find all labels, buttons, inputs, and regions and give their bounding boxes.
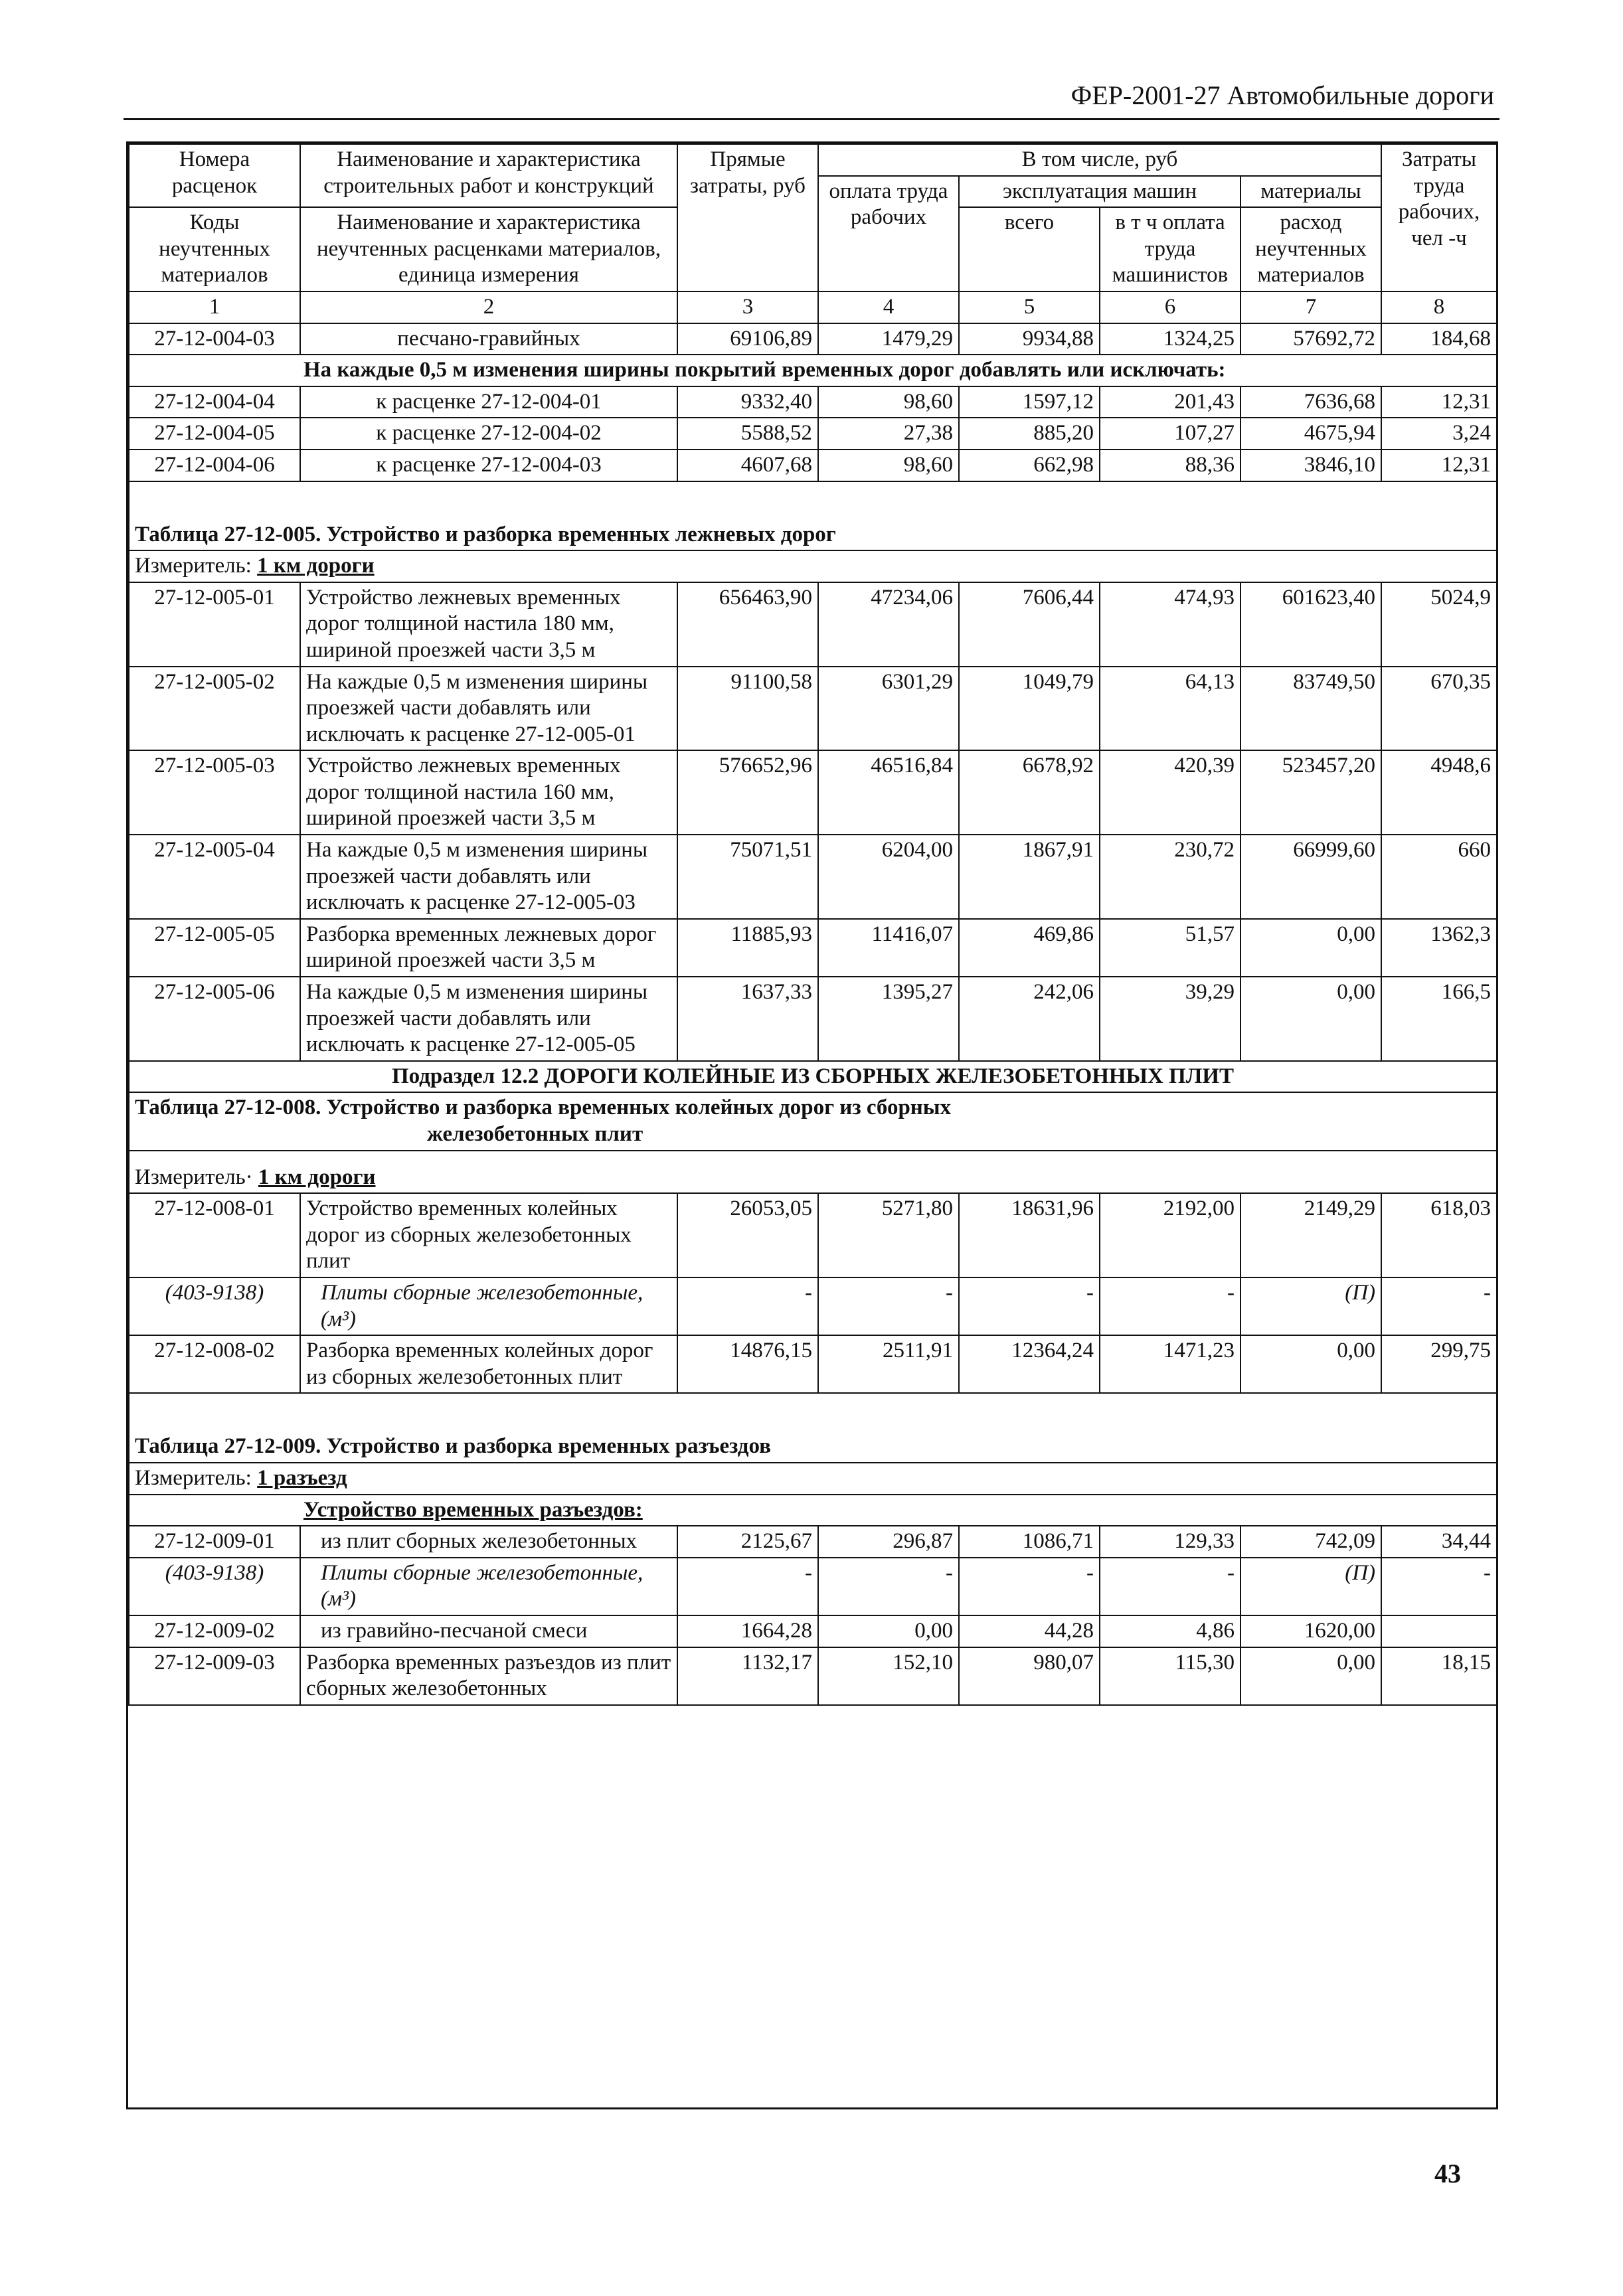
meter: [129, 550, 1497, 582]
col-header-codes-bottom: Коды неучтенных материалов: [129, 207, 300, 291]
material-row: [129, 1558, 1497, 1615]
labor-hours: 1362,3: [1381, 919, 1497, 977]
materials: 83749,50: [1240, 667, 1381, 751]
rate-code: 27-12-009-03: [129, 1647, 300, 1705]
direct-costs: 4607,68: [677, 450, 818, 481]
meter-label: Измеритель:: [135, 1465, 252, 1490]
materials: 0,00: [1240, 1647, 1381, 1705]
direct-costs: 9332,40: [677, 386, 818, 418]
table-title-line: Таблица 27-12-008. Устройство и разборка временных колейных дорог из сборных: [135, 1096, 952, 1120]
machines-total: 18631,96: [959, 1193, 1100, 1277]
column-index: 6: [1100, 291, 1240, 323]
table-title-line: железобетонных плит: [427, 1122, 643, 1146]
wages: 5271,80: [818, 1193, 959, 1277]
direct-costs: 576652,96: [677, 750, 818, 835]
rate-name: Разборка временных лежневых дорог шириной проезжей части 3,5 м: [300, 919, 677, 977]
materials: 1620,00: [1240, 1615, 1381, 1647]
table-title-row: [129, 1393, 1497, 1463]
direct-costs: 5588,52: [677, 418, 818, 450]
machines-total: 12364,24: [959, 1335, 1100, 1393]
operator-wages: 2192,00: [1100, 1193, 1240, 1277]
labor-hours: 34,44: [1381, 1526, 1497, 1558]
rate-code: 27-12-009-02: [129, 1615, 300, 1647]
wages: 0,00: [818, 1615, 959, 1647]
operator-wages: 51,57: [1100, 919, 1240, 977]
adjustment-note: На каждые 0,5 м изменения ширины покрытий временных дорог добавлять или исключать:: [129, 355, 1497, 386]
materials: (П): [1240, 1277, 1381, 1335]
machines-total: 6678,92: [959, 750, 1100, 835]
operator-wages: 1471,23: [1100, 1335, 1240, 1393]
machines-total: 469,86: [959, 919, 1100, 977]
table-row: [129, 1335, 1497, 1393]
wages: -: [818, 1558, 959, 1615]
direct-costs: 75071,51: [677, 835, 818, 919]
operator-wages: 420,39: [1100, 750, 1240, 835]
meter-row: [129, 550, 1497, 582]
page-number: 43: [1434, 2159, 1461, 2188]
labor-hours: 184,68: [1381, 323, 1497, 355]
labor-hours: 166,5: [1381, 977, 1497, 1061]
group-row: [129, 1495, 1497, 1526]
materials: 2149,29: [1240, 1193, 1381, 1277]
group-label: Устройство временных разъездов:: [129, 1495, 1497, 1526]
table-row: [129, 1647, 1497, 1705]
wages: 1479,29: [818, 323, 959, 355]
material-name: Плиты сборные железобетонные, (м³): [300, 1558, 677, 1615]
operator-wages: -: [1100, 1558, 1240, 1615]
document-header: ФЕР-2001-27 Автомобильные дороги: [1070, 80, 1494, 110]
rate-name: На каждые 0,5 м изменения ширины проезжей части добавлять или исключать к расценке 27-12-005-05: [300, 977, 677, 1061]
operator-wages: -: [1100, 1277, 1240, 1335]
wages: 27,38: [818, 418, 959, 450]
rate-code: 27-12-005-03: [129, 750, 300, 835]
operator-wages: 39,29: [1100, 977, 1240, 1061]
table-row: [129, 323, 1497, 355]
materials: 742,09: [1240, 1526, 1381, 1558]
column-index-row: [129, 291, 1497, 323]
col-header-name-top: Наименование и характеристика строительных работ и конструкций: [300, 144, 677, 207]
operator-wages: 64,13: [1100, 667, 1240, 751]
column-index: 5: [959, 291, 1100, 323]
meter-label: Измеритель·: [135, 1165, 253, 1189]
rate-code: 27-12-005-05: [129, 919, 300, 977]
materials: 0,00: [1240, 919, 1381, 977]
meter: [129, 1151, 1497, 1194]
labor-hours: 5024,9: [1381, 582, 1497, 667]
rate-code: 27-12-004-06: [129, 450, 300, 481]
machines-total: 885,20: [959, 418, 1100, 450]
meter-row: [129, 1463, 1497, 1495]
labor-hours: 12,31: [1381, 450, 1497, 481]
rate-code: 27-12-004-05: [129, 418, 300, 450]
rate-code: 27-12-008-01: [129, 1193, 300, 1277]
table-row: [129, 750, 1497, 835]
rate-name: Разборка временных разъездов из плит сборных железобетонных: [300, 1647, 677, 1705]
table-row: [129, 418, 1497, 450]
note-row: [129, 355, 1497, 386]
operator-wages: 230,72: [1100, 835, 1240, 919]
meter-row: [129, 1151, 1497, 1194]
wages: 47234,06: [818, 582, 959, 667]
direct-costs: -: [677, 1277, 818, 1335]
material-code: (403-9138): [129, 1558, 300, 1615]
wages: 98,60: [818, 386, 959, 418]
machines-total: 7606,44: [959, 582, 1100, 667]
machines-total: 980,07: [959, 1647, 1100, 1705]
materials: 57692,72: [1240, 323, 1381, 355]
col-header-material-use: расход неучтенных материалов: [1240, 207, 1381, 291]
col-header-machines-total: всего: [959, 207, 1100, 291]
rate-code: 27-12-004-03: [129, 323, 300, 355]
machines-total: 1867,91: [959, 835, 1100, 919]
labor-hours: 618,03: [1381, 1193, 1497, 1277]
wages: 296,87: [818, 1526, 959, 1558]
rate-name: Устройство временных колейных дорог из сборных железобетонных плит: [300, 1193, 677, 1277]
rate-name: к расценке 27-12-004-02: [300, 418, 677, 450]
wages: 152,10: [818, 1647, 959, 1705]
direct-costs: -: [677, 1558, 818, 1615]
meter-label: Измеритель:: [135, 554, 252, 578]
machines-total: 44,28: [959, 1615, 1100, 1647]
table-row: [129, 1615, 1497, 1647]
meter-unit: 1 км дороги: [257, 554, 375, 578]
col-header-group: В том числе, руб: [818, 144, 1381, 176]
direct-costs: 14876,15: [677, 1335, 818, 1393]
rate-name: песчано-гравийных: [300, 323, 677, 355]
col-header-wages: оплата труда рабочих: [818, 176, 959, 291]
wages: 2511,91: [818, 1335, 959, 1393]
table-title: Таблица 27-12-009. Устройство и разборка временных разъездов: [129, 1393, 1497, 1463]
direct-costs: 1132,17: [677, 1647, 818, 1705]
rate-name: из гравийно-песчаной смеси: [300, 1615, 677, 1647]
rate-name: Устройство лежневых временных дорог толщиной настила 180 мм, шириной проезжей части 3,5 м: [300, 582, 677, 667]
machines-total: -: [959, 1277, 1100, 1335]
wages: -: [818, 1277, 959, 1335]
col-header-direct-costs: Прямые затраты, руб: [677, 144, 818, 291]
material-name: Плиты сборные железобетонные, (м³): [300, 1277, 677, 1335]
col-header-name-bottom: Наименование и характеристика неучтенных расценками материалов, единица измерения: [300, 207, 677, 291]
meter-unit: 1 разъезд: [257, 1465, 347, 1490]
machines-total: 9934,88: [959, 323, 1100, 355]
machines-total: 662,98: [959, 450, 1100, 481]
column-index: 8: [1381, 291, 1497, 323]
table-row: [129, 1526, 1497, 1558]
direct-costs: 2125,67: [677, 1526, 818, 1558]
materials: (П): [1240, 1558, 1381, 1615]
labor-hours: 18,15: [1381, 1647, 1497, 1705]
wages: 6301,29: [818, 667, 959, 751]
operator-wages: 115,30: [1100, 1647, 1240, 1705]
rate-code: 27-12-004-04: [129, 386, 300, 418]
wages: 11416,07: [818, 919, 959, 977]
rate-code: 27-12-005-02: [129, 667, 300, 751]
col-header-operator-wages: в т ч оплата труда машинистов: [1100, 207, 1240, 291]
price-table-frame: [126, 141, 1498, 2109]
materials: 0,00: [1240, 977, 1381, 1061]
machines-total: 242,06: [959, 977, 1100, 1061]
materials: 601623,40: [1240, 582, 1381, 667]
wages: 46516,84: [818, 750, 959, 835]
direct-costs: 656463,90: [677, 582, 818, 667]
labor-hours: -: [1381, 1558, 1497, 1615]
labor-hours: 670,35: [1381, 667, 1497, 751]
labor-hours: 660: [1381, 835, 1497, 919]
machines-total: 1049,79: [959, 667, 1100, 751]
column-index: 4: [818, 291, 959, 323]
price-table: [128, 143, 1497, 1706]
table-title: Таблица 27-12-005. Устройство и разборка временных лежневых дорог: [129, 481, 1497, 551]
labor-hours: -: [1381, 1277, 1497, 1335]
rate-name: из плит сборных железобетонных: [300, 1526, 677, 1558]
rate-code: 27-12-005-04: [129, 835, 300, 919]
table-row: [129, 450, 1497, 481]
rate-name: На каждые 0,5 м изменения ширины проезжей части добавлять или исключать к расценке 27-12-005-01: [300, 667, 677, 751]
col-header-materials: материалы: [1240, 176, 1381, 208]
table-title: [129, 1092, 1497, 1150]
subsection-row: [129, 1061, 1497, 1093]
labor-hours: 12,31: [1381, 386, 1497, 418]
materials: 523457,20: [1240, 750, 1381, 835]
rate-code: 27-12-009-01: [129, 1526, 300, 1558]
header-rule: [124, 118, 1499, 120]
operator-wages: 1324,25: [1100, 323, 1240, 355]
direct-costs: 91100,58: [677, 667, 818, 751]
wages: 6204,00: [818, 835, 959, 919]
rate-code: 27-12-005-06: [129, 977, 300, 1061]
col-header-machines: эксплуатация машин: [959, 176, 1240, 208]
rate-name: Устройство лежневых временных дорог толщиной настила 160 мм, шириной проезжей части 3,5 м: [300, 750, 677, 835]
column-index: 2: [300, 291, 677, 323]
machines-total: -: [959, 1558, 1100, 1615]
material-code: (403-9138): [129, 1277, 300, 1335]
direct-costs: 69106,89: [677, 323, 818, 355]
table-row: [129, 835, 1497, 919]
machines-total: 1597,12: [959, 386, 1100, 418]
wages: 1395,27: [818, 977, 959, 1061]
materials: 3846,10: [1240, 450, 1381, 481]
rate-name: На каждые 0,5 м изменения ширины проезжей части добавлять или исключать к расценке 27-12-005-03: [300, 835, 677, 919]
materials: 7636,68: [1240, 386, 1381, 418]
rate-code: 27-12-005-01: [129, 582, 300, 667]
direct-costs: 26053,05: [677, 1193, 818, 1277]
labor-hours: 3,24: [1381, 418, 1497, 450]
labor-hours: [1381, 1615, 1497, 1647]
materials: 66999,60: [1240, 835, 1381, 919]
material-row: [129, 1277, 1497, 1335]
table-row: [129, 667, 1497, 751]
operator-wages: 88,36: [1100, 450, 1240, 481]
materials: 4675,94: [1240, 418, 1381, 450]
direct-costs: 1664,28: [677, 1615, 818, 1647]
machines-total: 1086,71: [959, 1526, 1100, 1558]
col-header-labor: Затраты труда рабочих, чел -ч: [1381, 144, 1497, 291]
col-header-codes-top: Номера расценок: [129, 144, 300, 207]
subsection-title: Подраздел 12.2 ДОРОГИ КОЛЕЙНЫЕ ИЗ СБОРНЫХ ЖЕЛЕЗОБЕТОННЫХ ПЛИТ: [129, 1061, 1497, 1093]
direct-costs: 11885,93: [677, 919, 818, 977]
table-row: [129, 582, 1497, 667]
rate-code: 27-12-008-02: [129, 1335, 300, 1393]
table-row: [129, 1193, 1497, 1277]
column-index: 1: [129, 291, 300, 323]
operator-wages: 474,93: [1100, 582, 1240, 667]
wages: 98,60: [818, 450, 959, 481]
meter: [129, 1463, 1497, 1495]
rate-name: к расценке 27-12-004-01: [300, 386, 677, 418]
table-row: [129, 386, 1497, 418]
labor-hours: 4948,6: [1381, 750, 1497, 835]
column-index: 3: [677, 291, 818, 323]
table-row: [129, 977, 1497, 1061]
column-index: 7: [1240, 291, 1381, 323]
materials: 0,00: [1240, 1335, 1381, 1393]
labor-hours: 299,75: [1381, 1335, 1497, 1393]
direct-costs: 1637,33: [677, 977, 818, 1061]
operator-wages: 129,33: [1100, 1526, 1240, 1558]
meter-unit: 1 км дороги: [258, 1165, 376, 1189]
operator-wages: 4,86: [1100, 1615, 1240, 1647]
table-title-row: [129, 1092, 1497, 1150]
operator-wages: 107,27: [1100, 418, 1240, 450]
table-title-row: [129, 481, 1497, 551]
operator-wages: 201,43: [1100, 386, 1240, 418]
table-row: [129, 919, 1497, 977]
rate-name: к расценке 27-12-004-03: [300, 450, 677, 481]
rate-name: Разборка временных колейных дорог из сборных железобетонных плит: [300, 1335, 677, 1393]
header-row-1: [129, 144, 1497, 176]
